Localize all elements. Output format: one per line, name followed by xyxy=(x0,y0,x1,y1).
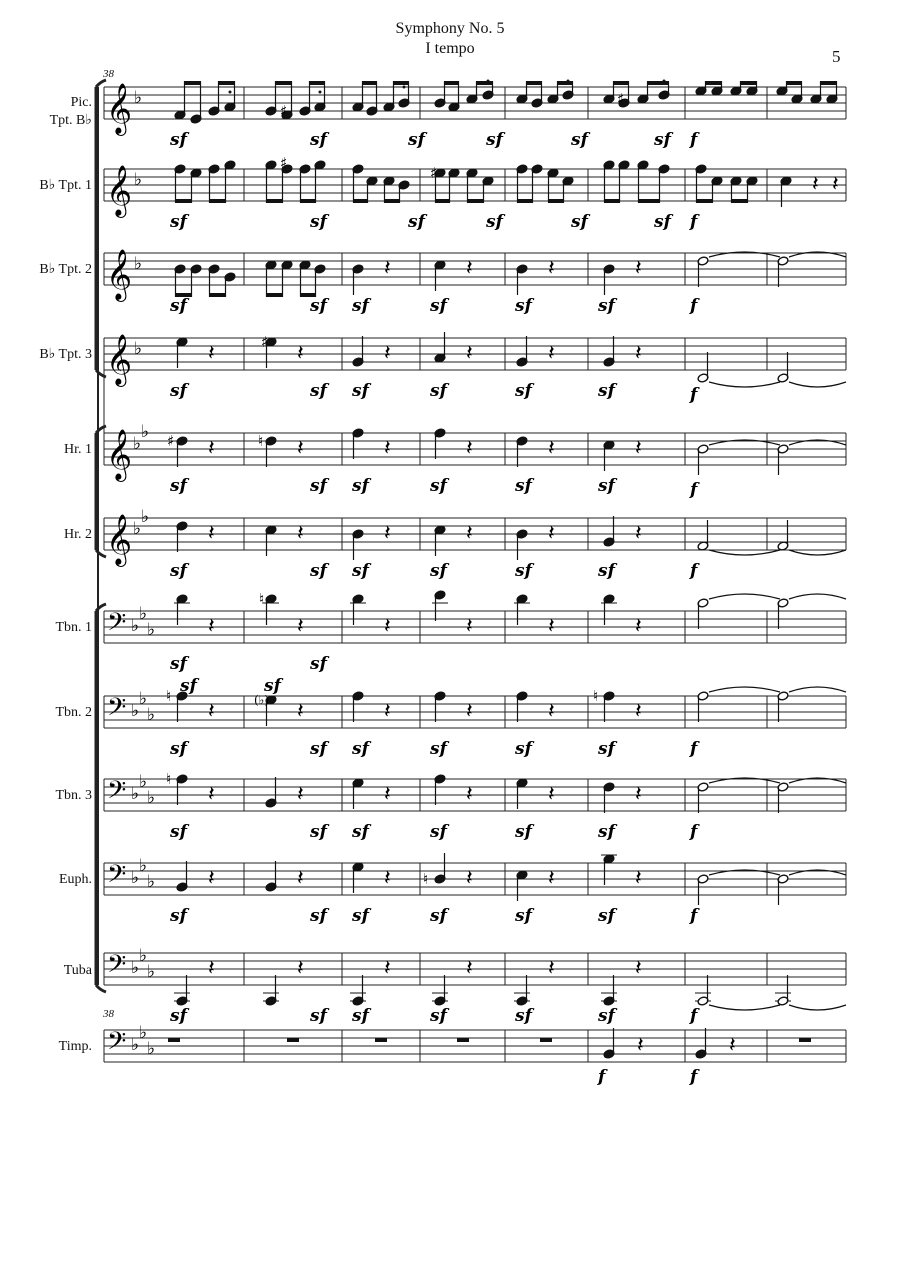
page-number: 5 xyxy=(832,47,841,66)
staff-label-tuba: Tuba xyxy=(63,963,92,978)
quarter-rest-icon: 𝄽 xyxy=(729,1033,736,1058)
tie xyxy=(709,1005,780,1010)
beam xyxy=(518,199,533,203)
quarter-rest-icon: 𝄽 xyxy=(208,341,215,366)
dynamic-marking: sf xyxy=(170,561,187,581)
dynamic-marking: sf xyxy=(352,822,369,842)
flat-icon: ♭ xyxy=(139,856,148,876)
flat-icon: ♭ xyxy=(141,507,150,527)
quarter-rest-icon: 𝄽 xyxy=(384,436,391,461)
quarter-rest-icon: 𝄽 xyxy=(297,614,304,639)
dynamic-marking: sf xyxy=(310,739,327,759)
dynamic-marking: sf xyxy=(598,822,615,842)
tie xyxy=(789,594,846,599)
dynamic-marking: sf xyxy=(654,212,671,232)
dynamic-marking: sf xyxy=(170,906,187,926)
flat-icon: ♭ xyxy=(141,422,150,442)
dynamic-marking: sf xyxy=(170,654,187,674)
flat-icon: ♭ xyxy=(139,604,148,624)
quarter-rest-icon: 𝄽 xyxy=(208,866,215,891)
dynamic-marking: sf xyxy=(352,906,369,926)
quarter-rest-icon: 𝄽 xyxy=(635,614,642,639)
whole-rest-icon xyxy=(168,1038,180,1042)
treble-clef-icon: 𝄞 xyxy=(106,429,133,480)
quarter-rest-icon: 𝄽 xyxy=(635,699,642,724)
staccato-dot xyxy=(229,91,232,94)
quarter-rest-icon: 𝄽 xyxy=(466,956,473,981)
dynamic-marking: f xyxy=(690,822,698,842)
quarter-rest-icon: 𝄽 xyxy=(548,782,555,807)
quarter-rest-icon: 𝄽 xyxy=(548,521,555,546)
flat-icon: ♭ xyxy=(133,519,142,539)
quarter-rest-icon: 𝄽 xyxy=(297,521,304,546)
dynamic-marking: sf xyxy=(515,561,532,581)
flat-icon: ♭ xyxy=(147,962,156,982)
quarter-rest-icon: 𝄽 xyxy=(466,256,473,281)
dynamic-marking: sf xyxy=(430,561,447,581)
quarter-rest-icon: 𝄽 xyxy=(635,782,642,807)
staff-label-hr2: Hr. 2 xyxy=(64,527,92,542)
dynamic-marking: sf xyxy=(515,739,532,759)
beam xyxy=(639,199,660,203)
staccato-dot xyxy=(567,80,570,83)
natural-icon: ♮ xyxy=(166,770,172,788)
quarter-rest-icon: 𝄽 xyxy=(635,436,642,461)
dynamic-marking: sf xyxy=(170,1006,187,1026)
beam xyxy=(176,199,192,203)
tie xyxy=(709,550,780,555)
beam xyxy=(267,293,283,297)
dynamic-marking: sf xyxy=(310,906,327,926)
tie xyxy=(709,594,780,599)
whole-rest-icon xyxy=(799,1038,811,1042)
tie xyxy=(789,1005,846,1010)
beam xyxy=(477,81,493,85)
quarter-rest-icon: 𝄽 xyxy=(635,256,642,281)
quarter-rest-icon: 𝄽 xyxy=(384,956,391,981)
dynamic-marking: f xyxy=(690,906,698,926)
flat-icon: ♭ xyxy=(131,958,140,978)
quarter-rest-icon: 𝄽 xyxy=(208,436,215,461)
beam xyxy=(614,81,629,85)
flat-icon: ♭ xyxy=(147,620,156,640)
beam xyxy=(605,199,620,203)
dynamic-marking: f xyxy=(690,212,698,232)
dynamic-marking: f xyxy=(690,130,698,150)
dynamic-marking: sf xyxy=(352,561,369,581)
flat-icon: ♭ xyxy=(131,868,140,888)
score-subtitle: I tempo xyxy=(425,40,475,57)
dynamic-marking: sf xyxy=(515,476,532,496)
quarter-rest-icon: 𝄽 xyxy=(297,782,304,807)
dynamic-marking: sf xyxy=(598,296,615,316)
dynamic-marking: f xyxy=(690,561,698,581)
dynamic-marking: sf xyxy=(310,381,327,401)
quarter-rest-icon: 𝄽 xyxy=(466,521,473,546)
sharp-icon: ♯ xyxy=(167,432,175,450)
beam xyxy=(219,81,235,85)
staff-label-pic-tpt: Pic. Tpt. B♭ xyxy=(49,95,92,128)
flat-icon: ♭ xyxy=(131,784,140,804)
quarter-rest-icon: 𝄽 xyxy=(812,172,819,197)
bracket-trumpets xyxy=(96,80,106,377)
beam xyxy=(549,199,564,203)
dynamic-marking: f xyxy=(690,296,698,316)
natural-icon: ♮ xyxy=(423,870,429,888)
dynamic-marking: sf xyxy=(264,676,281,696)
quarter-rest-icon: 𝄽 xyxy=(208,521,215,546)
beam xyxy=(821,81,837,85)
staccato-dot xyxy=(319,91,322,94)
whole-rest-icon xyxy=(375,1038,387,1042)
beam xyxy=(267,199,283,203)
dynamic-marking: sf xyxy=(654,130,671,150)
flat-icon: ♭ xyxy=(147,872,156,892)
beam xyxy=(732,199,748,203)
beam xyxy=(436,199,450,203)
beam xyxy=(394,81,409,85)
dynamic-marking: sf xyxy=(310,654,327,674)
dynamic-marking: sf xyxy=(170,476,187,496)
quarter-rest-icon: 𝄽 xyxy=(384,699,391,724)
dynamic-marking: sf xyxy=(598,476,615,496)
dynamic-marking: sf xyxy=(170,130,187,150)
flat-icon: ♭ xyxy=(134,88,143,108)
staff-label-hr1: Hr. 1 xyxy=(64,442,92,457)
staff-label-tpt2: B♭ Tpt. 2 xyxy=(39,262,92,277)
staccato-dot xyxy=(663,80,666,83)
dynamic-marking: sf xyxy=(598,561,615,581)
treble-clef-icon: 𝄞 xyxy=(106,83,133,134)
beam xyxy=(741,81,757,85)
dynamic-marking: sf xyxy=(310,561,327,581)
dynamic-marking: sf xyxy=(598,381,615,401)
beam xyxy=(210,293,226,297)
beam xyxy=(445,81,459,85)
quarter-rest-icon: 𝄽 xyxy=(635,521,642,546)
beam xyxy=(185,81,201,85)
bass-clef-icon: 𝄢 xyxy=(107,776,127,811)
dynamic-marking: sf xyxy=(515,822,532,842)
quarter-rest-icon: 𝄽 xyxy=(548,341,555,366)
whole-rest-icon xyxy=(540,1038,552,1042)
flat-icon: ♭ xyxy=(131,701,140,721)
dynamic-marking: sf xyxy=(408,212,425,232)
flat-icon: ♭ xyxy=(134,170,143,190)
measure-number: 38 xyxy=(103,1008,114,1020)
dynamic-marking: sf xyxy=(598,739,615,759)
beam xyxy=(385,199,400,203)
dynamic-marking: f xyxy=(690,480,698,500)
beam xyxy=(558,81,573,85)
flat-icon: ♭ xyxy=(147,705,156,725)
tie xyxy=(789,382,846,387)
tie xyxy=(789,550,846,555)
score-title: Symphony No. 5 xyxy=(395,20,505,37)
dynamic-marking: sf xyxy=(310,822,327,842)
beam xyxy=(354,199,368,203)
flat-icon: ♭ xyxy=(133,434,142,454)
quarter-rest-icon: 𝄽 xyxy=(384,256,391,281)
quarter-rest-icon: 𝄽 xyxy=(637,1033,644,1058)
dynamic-marking: f xyxy=(690,1067,698,1087)
dynamic-marking: sf xyxy=(430,822,447,842)
tie xyxy=(789,687,846,692)
quarter-rest-icon: 𝄽 xyxy=(832,172,839,197)
sharp-icon: ♯ xyxy=(617,90,625,108)
whole-rest-icon xyxy=(287,1038,299,1042)
quarter-rest-icon: 𝄽 xyxy=(548,956,555,981)
bass-clef-icon: 𝄢 xyxy=(107,860,127,895)
staff-label-tbn3: Tbn. 3 xyxy=(55,788,92,803)
quarter-rest-icon: 𝄽 xyxy=(548,866,555,891)
quarter-rest-icon: 𝄽 xyxy=(548,614,555,639)
dynamic-marking: f xyxy=(690,1006,698,1026)
dynamic-marking: sf xyxy=(352,476,369,496)
dynamic-marking: sf xyxy=(430,476,447,496)
dynamic-marking: sf xyxy=(571,130,588,150)
flat-icon: ♭ xyxy=(139,1023,148,1043)
dynamic-marking: f xyxy=(690,385,698,405)
beam xyxy=(697,199,713,203)
treble-clef-icon: 𝄞 xyxy=(106,249,133,300)
dynamic-marking: sf xyxy=(180,676,197,696)
measure-number: 38 xyxy=(103,68,114,80)
dynamic-marking: sf xyxy=(352,739,369,759)
quarter-rest-icon: 𝄽 xyxy=(384,782,391,807)
dynamic-marking: sf xyxy=(170,296,187,316)
sharp-icon: ♯ xyxy=(261,333,269,351)
staccato-dot xyxy=(403,86,406,89)
dynamic-marking: sf xyxy=(170,381,187,401)
tie xyxy=(709,687,780,692)
sharp-icon: ♯ xyxy=(430,164,438,182)
dynamic-marking: sf xyxy=(598,1006,615,1026)
quarter-rest-icon: 𝄽 xyxy=(635,956,642,981)
quarter-rest-icon: 𝄽 xyxy=(297,866,304,891)
staff-label-timp: Timp. xyxy=(58,1039,92,1054)
dynamic-marking: f xyxy=(690,739,698,759)
flat-icon: ♭ xyxy=(147,1039,156,1059)
dynamic-marking: sf xyxy=(430,739,447,759)
bass-clef-icon: 𝄢 xyxy=(107,693,127,728)
quarter-rest-icon: 𝄽 xyxy=(466,866,473,891)
quarter-rest-icon: 𝄽 xyxy=(548,256,555,281)
staff-label-tbn2: Tbn. 2 xyxy=(55,705,92,720)
dynamic-marking: sf xyxy=(310,212,327,232)
treble-clef-icon: 𝄞 xyxy=(106,165,133,216)
staccato-dot xyxy=(487,80,490,83)
beam xyxy=(210,199,226,203)
beam xyxy=(527,81,542,85)
staff-label-tbn1: Tbn. 1 xyxy=(55,620,92,635)
dynamic-marking: sf xyxy=(310,296,327,316)
quarter-rest-icon: 𝄽 xyxy=(548,699,555,724)
dynamic-marking: sf xyxy=(352,296,369,316)
treble-clef-icon: 𝄞 xyxy=(106,334,133,385)
dynamic-marking: sf xyxy=(170,822,187,842)
beam xyxy=(787,81,802,85)
bass-clef-icon: 𝄢 xyxy=(107,608,127,643)
dynamic-marking: sf xyxy=(486,130,503,150)
natural-icon: ♮ xyxy=(259,590,265,608)
flat-icon: ♭ xyxy=(131,616,140,636)
dynamic-marking: sf xyxy=(430,1006,447,1026)
beam xyxy=(301,199,316,203)
natural-icon: ♮ xyxy=(258,432,264,450)
quarter-rest-icon: 𝄽 xyxy=(548,436,555,461)
quarter-rest-icon: 𝄽 xyxy=(466,341,473,366)
flat-icon: ♭ xyxy=(139,946,148,966)
flat-icon: ♭ xyxy=(147,788,156,808)
dynamic-marking: sf xyxy=(515,906,532,926)
dynamic-marking: sf xyxy=(430,906,447,926)
quarter-rest-icon: 𝄽 xyxy=(208,782,215,807)
natural-icon: ♮ xyxy=(593,687,599,705)
quarter-rest-icon: 𝄽 xyxy=(297,699,304,724)
sharp-icon: ♯ xyxy=(280,154,288,172)
bass-clef-icon: 𝄢 xyxy=(107,950,127,985)
beam xyxy=(468,199,484,203)
quarter-rest-icon: 𝄽 xyxy=(466,436,473,461)
flat-icon: ♭ xyxy=(131,1035,140,1055)
dynamic-marking: sf xyxy=(571,212,588,232)
dynamic-marking: sf xyxy=(515,296,532,316)
dynamic-marking: sf xyxy=(598,906,615,926)
flat-icon: ♭ xyxy=(139,772,148,792)
dynamic-marking: sf xyxy=(486,212,503,232)
quarter-rest-icon: 𝄽 xyxy=(208,956,215,981)
beam xyxy=(706,81,722,85)
dynamic-marking: sf xyxy=(430,296,447,316)
dynamic-marking: sf xyxy=(408,130,425,150)
flat-icon: ♭ xyxy=(134,339,143,359)
flat-icon: ♭ xyxy=(134,254,143,274)
bass-clef-icon: 𝄢 xyxy=(107,1027,127,1062)
staff-label-tpt3: B♭ Tpt. 3 xyxy=(39,347,92,362)
quarter-rest-icon: 𝄽 xyxy=(384,521,391,546)
staff-label-tpt1: B♭ Tpt. 1 xyxy=(39,178,92,193)
sharp-icon: ♯ xyxy=(280,102,288,120)
tie xyxy=(709,382,780,387)
quarter-rest-icon: 𝄽 xyxy=(297,956,304,981)
dynamic-marking: f xyxy=(598,1067,606,1087)
quarter-rest-icon: 𝄽 xyxy=(384,614,391,639)
dynamic-marking: sf xyxy=(170,212,187,232)
quarter-rest-icon: 𝄽 xyxy=(297,341,304,366)
dynamic-marking: sf xyxy=(430,381,447,401)
quarter-rest-icon: 𝄽 xyxy=(384,341,391,366)
quarter-rest-icon: 𝄽 xyxy=(466,782,473,807)
dynamic-marking: sf xyxy=(310,476,327,496)
quarter-rest-icon: 𝄽 xyxy=(208,699,215,724)
beam xyxy=(363,81,377,85)
whole-rest-icon xyxy=(457,1038,469,1042)
beam xyxy=(310,81,325,85)
quarter-rest-icon: 𝄽 xyxy=(208,614,215,639)
quarter-rest-icon: 𝄽 xyxy=(635,866,642,891)
quarter-rest-icon: 𝄽 xyxy=(384,866,391,891)
dynamic-marking: sf xyxy=(310,1006,327,1026)
dynamic-marking: sf xyxy=(170,739,187,759)
dynamic-marking: sf xyxy=(515,381,532,401)
treble-clef-icon: 𝄞 xyxy=(106,514,133,565)
dynamic-marking: sf xyxy=(310,130,327,150)
beam xyxy=(276,81,292,85)
dynamic-marking: sf xyxy=(352,1006,369,1026)
flat-icon: ♭ xyxy=(139,689,148,709)
quarter-rest-icon: 𝄽 xyxy=(635,341,642,366)
quarter-rest-icon: 𝄽 xyxy=(466,614,473,639)
staff-label-euph: Euph. xyxy=(58,872,92,887)
natural-icon: ♮ xyxy=(166,687,172,705)
dynamic-marking: sf xyxy=(352,381,369,401)
dynamic-marking: sf xyxy=(515,1006,532,1026)
flat-icon: (♭) xyxy=(254,693,270,707)
quarter-rest-icon: 𝄽 xyxy=(466,699,473,724)
quarter-rest-icon: 𝄽 xyxy=(297,436,304,461)
